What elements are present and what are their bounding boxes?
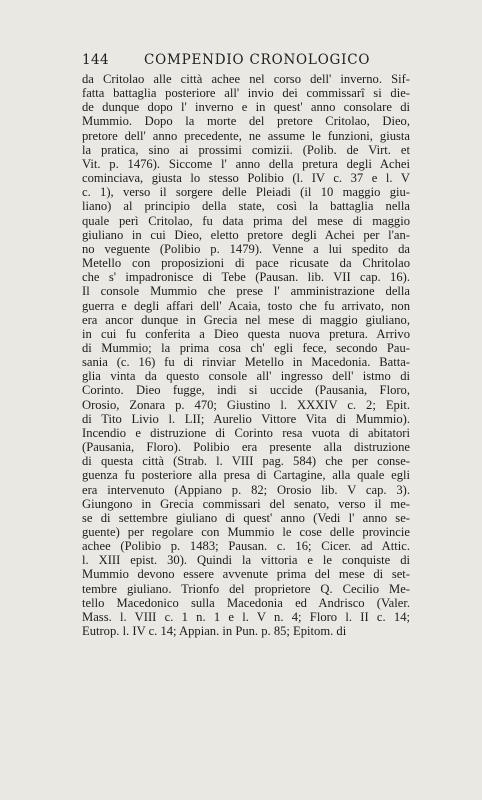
text-line: Mummio. Dopo la morte del pretore Critolao, Dieo, <box>82 114 410 129</box>
text-line: la pratica, sino ai prossimi comizii. (Polib. de Virt. et <box>82 142 410 157</box>
text-line: (Pausania, Floro). Polibio era presente alla distruzione <box>82 440 410 455</box>
text-line: era intervenuto (Appiano p. 82; Orosio lib. V cap. 3). <box>82 482 410 497</box>
text-line: tembre giuliano. Trionfo del proprietore Q. Cecilio Me- <box>82 581 410 596</box>
text-line: Incendio e distruzione di Corinto resa vuota di abitatori <box>82 425 410 440</box>
text-line: quale perì Critolao, fu data prima del mese di maggio <box>82 213 410 228</box>
page-header <box>82 52 408 68</box>
text-line: che s' impadronisce di Tebe (Pausan. lib. VII cap. 16). <box>82 270 410 285</box>
text-line: di Tito Livio l. LII; Aurelio Vittore Vita di Mummio). <box>82 411 410 426</box>
text-line: liano) al principio della state, così la battaglia nella <box>82 199 410 214</box>
text-line: cominciava, giusta lo stesso Polibio (l. IV c. 37 e l. V <box>82 171 410 186</box>
text-line: sania (c. 16) fu di rinviar Metello in Macedonia. Batta- <box>82 355 410 370</box>
page-number: 144 <box>82 52 109 68</box>
text-line: giuliano in cui Dieo, eletto pretore degli Achei per l'an- <box>82 227 410 242</box>
text-line: Corinto. Dieo fugge, indi si uccide (Pausania, Floro, <box>82 383 410 398</box>
running-title: COMPENDIO CRONOLOGICO <box>144 52 371 68</box>
text-line: guerra e degli affari dell' Acaia, tosto che fu arrivato, non <box>82 298 410 313</box>
text-line: guente) per regolare con Mummio le cose delle provincie <box>82 525 410 539</box>
text-line: Eutrop. l. IV c. 14; Appian. in Pun. p. 85; Epitom. di <box>82 624 347 639</box>
text-line: Mummio devono essere avvenute prima del mese di set- <box>82 567 410 582</box>
text-line: l. XIII epist. 30). Quindi la vittoria e le conquiste di <box>82 553 410 568</box>
text-line: pretore dell' anno precedente, ne assume le funzioni, giusta <box>82 128 410 143</box>
text-line: di Mummio; la prima cosa ch' egli fece, secondo Pau- <box>82 340 410 355</box>
text-line: Metello con proposizioni di pace ricusate da Chritolao <box>82 256 410 271</box>
text-line: glia vinta da questo console all' ingresso dell' istmo di <box>82 369 410 384</box>
text-line: Giungono in Grecia commissari del senato, verso il me- <box>82 496 410 511</box>
text-line: Il console Mummio che prese l' amministrazione della <box>82 284 410 299</box>
text-line: fatta battaglia posteriore all' invio dei commissarî si die- <box>82 86 410 101</box>
text-line: achee (Polibio p. 1483; Pausan. c. 16; Cicer. ad Attic. <box>82 539 410 554</box>
text-line: di questa città (Strab. l. VIII pag. 584) che per conse- <box>82 454 410 469</box>
text-line: guenza fu posteriore alla presa di Cartagine, alla quale egli <box>82 468 410 483</box>
text-line: in cui fu conferita a Dieo questa nuova pretura. Arrivo <box>82 326 410 341</box>
text-line: no veguente (Polibio p. 1479). Venne a lui spedito da <box>82 241 410 256</box>
text-line: tello Macedonico sulla Macedonia ed Andrisco (Valer. <box>82 595 410 610</box>
text-line: de dunque dopo l' inverno e in quest' anno consolare di <box>82 100 410 115</box>
body-text <box>82 72 410 638</box>
text-line: da Critolao alle città achee nel corso dell' inverno. Sif- <box>82 72 410 86</box>
text-line: era ancor dunque in Grecia nel mese di maggio giuliano, <box>82 312 410 327</box>
text-line: Orosio, Zonara p. 470; Giustino l. XXXIV c. 2; Epit. <box>82 397 410 412</box>
text-line: se di settembre giuliano di quest' anno (Vedi l' anno se- <box>82 510 410 525</box>
text-line: c. 1), verso il sorgere delle Pleiadi (il 10 maggio giu- <box>82 185 410 200</box>
text-line: Vit. p. 1476). Siccome l' anno della pretura degli Achei <box>82 156 410 171</box>
text-line: Mass. l. VIII c. 1 n. 1 e l. V n. 4; Floro l. II c. 14; <box>82 609 410 624</box>
